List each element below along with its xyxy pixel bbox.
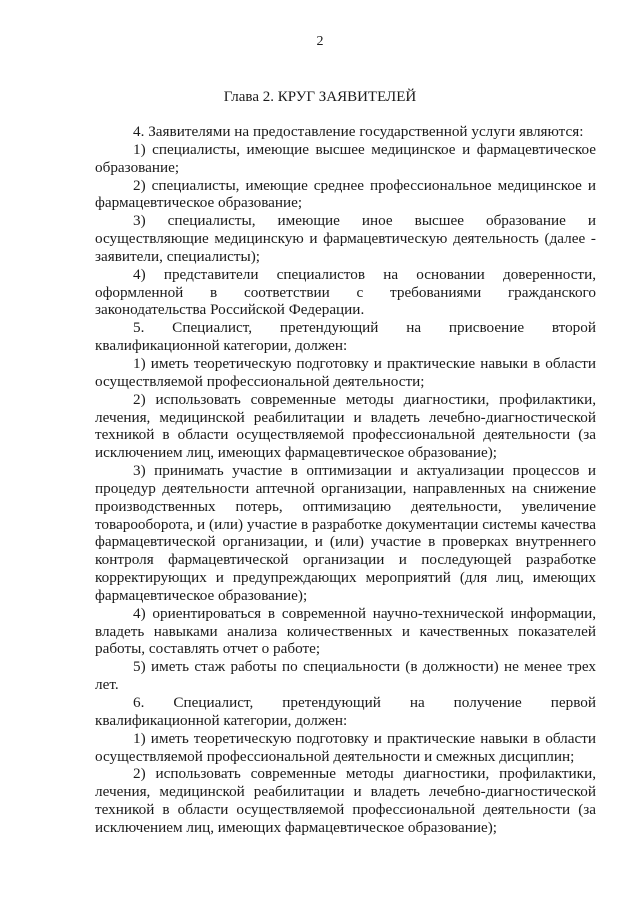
body-text <box>95 123 596 837</box>
page-number: 2 <box>316 34 324 49</box>
paragraph-item-6-2: 2) использовать современные методы диагностики, профилактики, лечения, медицинской реабилитации и владеть лечебно-диагностической техникой в области осуществляемой профессиональной деятельности (за исключением лиц, имеющих фармацевтическое образование); <box>95 765 596 836</box>
paragraph-item-5-1: 1) иметь теоретическую подготовку и практические навыки в области осуществляемой профессиональной деятельности; <box>95 354 596 390</box>
paragraph-item-5-3: 3) принимать участие в оптимизации и актуализации процессов и процедур деятельности аптечной организации, направленных на снижение производственных потерь, оптимизацию деятельности, увеличение товарооборота, и (или) участие в разработке документации системы качества фармацевтической организации, и (или) участие в проверках внутреннего контроля фармацевтической организации и последующей разработке корректирующих и предупреждающих мероприятий (для лиц, имеющих фармацевтическое образование); <box>95 462 596 604</box>
paragraph-item-6-1: 1) иметь теоретическую подготовку и практические навыки в области осуществляемой профессиональной деятельности и смежных дисциплин; <box>95 729 596 765</box>
paragraph-item-4-intro: 4. Заявителями на предоставление государственной услуги являются: <box>133 123 584 140</box>
paragraph-item-4-3: 3) специалисты, имеющие иное высшее образование и осуществляющие медицинскую и фармацевтическую деятельность (далее - заявители, специалисты); <box>95 212 596 265</box>
paragraph-item-5-2: 2) использовать современные методы диагностики, профилактики, лечения, медицинской реабилитации и владеть лечебно-диагностической техникой в области осуществляемой профессиональной деятельности (за исключением лиц, имеющих фармацевтическое образование); <box>95 390 596 462</box>
paragraph-item-5-intro: 5. Специалист, претендующий на присвоение второй квалификационной категории, должен: <box>95 319 596 355</box>
paragraph-item-5-4: 4) ориентироваться в современной научно-технической информации, владеть навыками анализа количественных и качественных показателей работы, составлять отчет о работе; <box>95 604 596 658</box>
paragraph-item-5-5: 5) иметь стаж работы по специальности (в должности) не менее трех лет. <box>95 658 596 694</box>
paragraph-item-4-4: 4) представители специалистов на основании доверенности, оформленной в соответствии с требованиями гражданского законодательства Российской Федерации. <box>95 265 596 319</box>
paragraph-item-4-1: 1) специалисты, имеющие высшее медицинское и фармацевтическое образование; <box>95 140 596 176</box>
paragraph-item-6-intro: 6. Специалист, претендующий на получение первой квалификационной категории, должен: <box>95 694 596 729</box>
chapter-title: Глава 2. КРУГ ЗАЯВИТЕЛЕЙ <box>223 89 417 105</box>
paragraph-item-4-2: 2) специалисты, имеющие среднее профессиональное медицинское и фармацевтическое образование; <box>95 176 596 212</box>
